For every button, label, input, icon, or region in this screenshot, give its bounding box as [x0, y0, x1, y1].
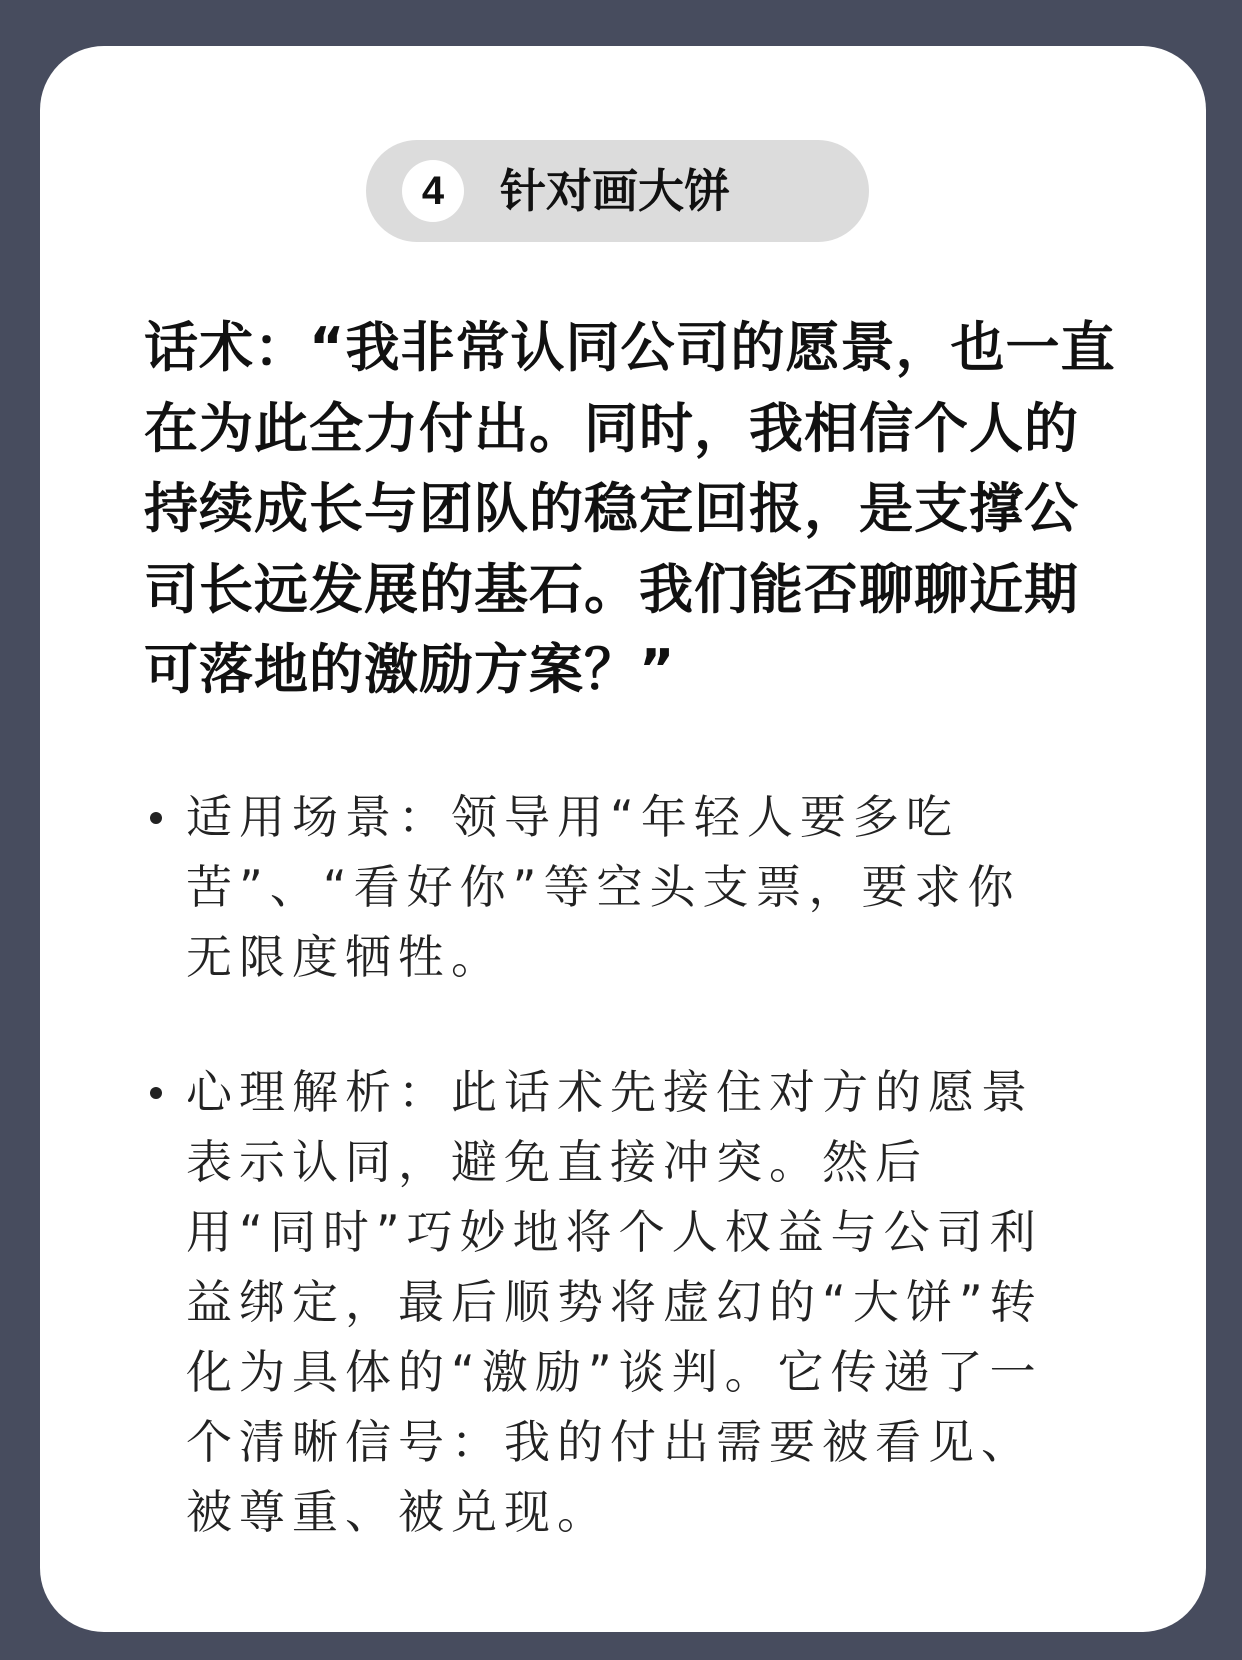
bullet-scenario	[144, 782, 1046, 992]
section-number-badge: 4	[402, 160, 464, 222]
content-card	[40, 46, 1206, 1632]
bullet-list	[144, 782, 1144, 1547]
bullet-analysis-text: 心理解析：此话术先接住对方的愿景表示认同，避免直接冲突。然后用“同时”巧妙地将个人权益与公司利益绑定，最后顺势将虚幻的“大饼”转化为具体的“激励”谈判。它传递了一个清晰信号：我的付出需要被看见、被尊重、被兑现。	[186, 1065, 1043, 1539]
script-text: 话术：“我非常认同公司的愿景，也一直在为此全力付出。同时，我相信个人的持续成长与团队的稳定回报，是支撑公司长远发展的基石。我们能否聊聊近期可落地的激励方案？”	[144, 316, 1116, 701]
bullet-dot-icon	[150, 812, 162, 824]
bullet-analysis	[144, 1057, 1046, 1547]
section-title: 针对画大饼	[500, 164, 730, 218]
section-header	[366, 140, 869, 242]
bullet-scenario-text: 适用场景：领导用“年轻人要多吃苦”、“看好你”等空头支票，要求你无限度牺牲。	[186, 790, 1021, 984]
bullet-dot-icon	[150, 1087, 162, 1099]
